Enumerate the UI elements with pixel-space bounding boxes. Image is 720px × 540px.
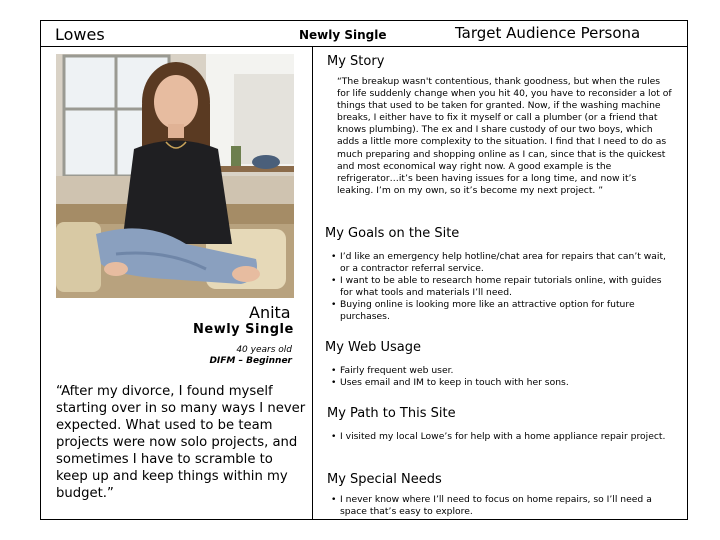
list-item: • Fairly frequent web user.	[329, 365, 675, 377]
needs-list	[329, 494, 681, 518]
goals-heading: My Goals on the Site	[325, 226, 460, 241]
story-heading: My Story	[327, 54, 385, 69]
path-heading: My Path to This Site	[327, 406, 456, 421]
list-item: • I want to be able to research home repair tutorials online, with guides for what tools and materials I’ll need.	[329, 275, 675, 299]
path-list	[329, 431, 675, 443]
header-divider	[40, 46, 688, 47]
list-item: • I visited my local Lowe’s for help with a home appliance repair project.	[329, 431, 675, 443]
list-item: • I never know where I’ll need to focus on home repairs, so I’ll need a space that’s easy to explore.	[329, 494, 681, 518]
needs-heading: My Special Needs	[327, 472, 442, 487]
persona-name: Anita	[249, 303, 291, 322]
web-usage-list	[329, 365, 675, 389]
goals-list	[329, 251, 675, 324]
persona-level: DIFM – Beginner	[209, 356, 292, 366]
list-item: • I’d like an emergency help hotline/chat area for repairs that can’t wait, or a contractor referral service.	[329, 251, 675, 275]
persona-type: Newly Single	[299, 28, 387, 42]
persona-age: 40 years old	[236, 345, 292, 355]
persona-photo	[56, 54, 294, 298]
document-title: Target Audience Persona	[455, 24, 641, 42]
list-item: • Uses email and IM to keep in touch with her sons.	[329, 377, 675, 389]
persona-quote: “After my divorce, I found myself starting over in so many ways I never expected. What used to be team projects were now solo projects, and sometimes I have to scramble to keep up and keep things within my budget.”	[56, 384, 306, 501]
persona-subtitle: Newly Single	[193, 322, 294, 337]
web-usage-heading: My Web Usage	[325, 340, 422, 355]
brand-name: Lowes	[55, 25, 105, 44]
column-divider	[312, 46, 313, 520]
list-item: • Buying online is looking more like an attractive option for future purchases.	[329, 299, 675, 323]
story-text: “The breakup wasn't contentious, thank goodness, but when the rules for life suddenly change when you hit 40, you have to reconsider a lot of things that used to be taken for granted. Now, if the washing machine breaks, I either have to fix it myself or call a plumber (or a friend that knows plumbing). The ex and I share custody of our two boys, which adds a little more complexity to the situation. I find that I need to do as much preparing and shopping online as I can, since that is the quickest and most economical way right now. A good example is the refrigerator…it’s been having issues for a long time, and now it’s leaking. I’m on my own, so it’s become my next project. ”	[337, 76, 672, 196]
